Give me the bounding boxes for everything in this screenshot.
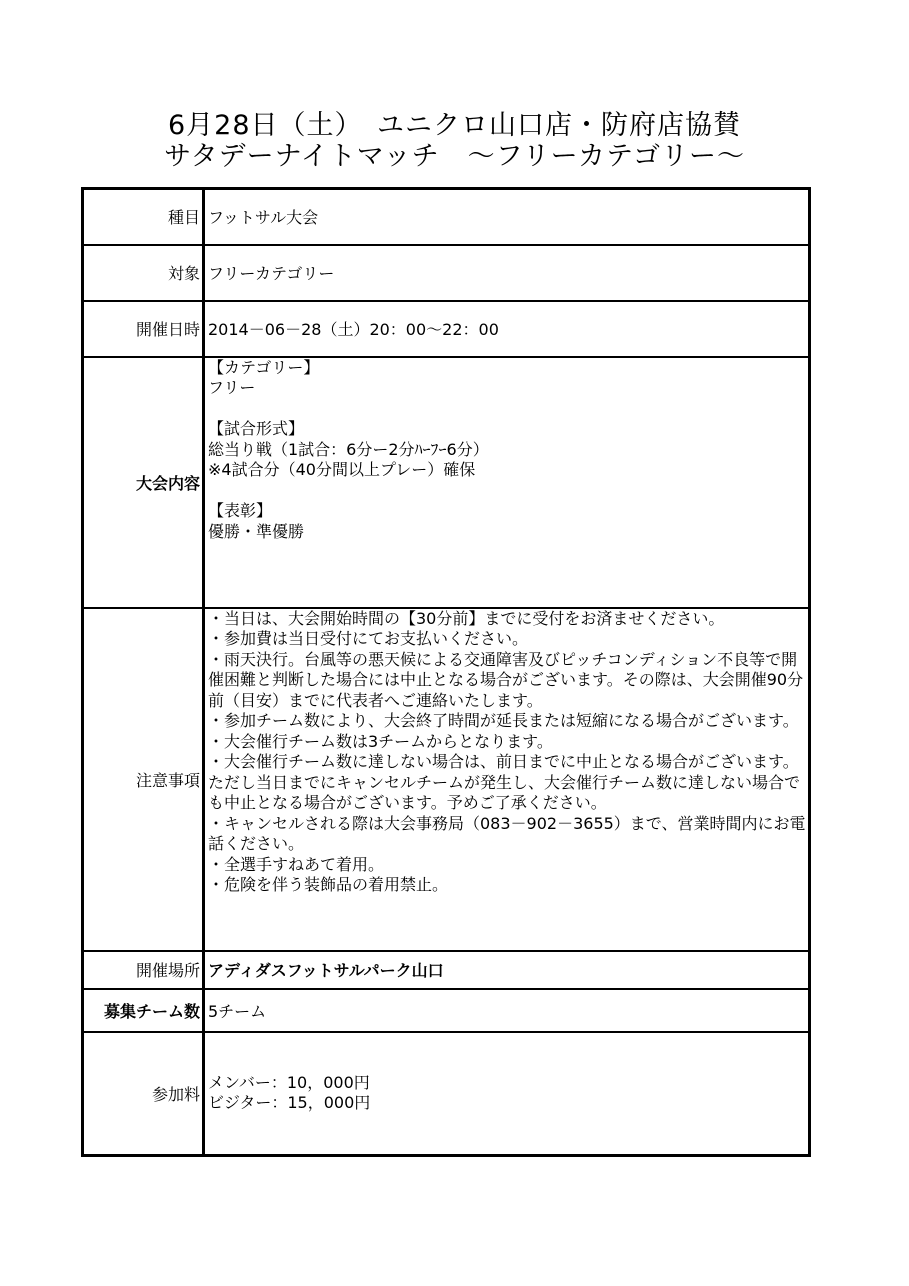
note-item: ・大会催行チーム数に達しない場合は、前日までに中止となる場合がございます。ただし当日までにキャンセルチームが発生し、大会催行チーム数に達しない場合でも中止となる場合がございます。予めご了承ください。 bbox=[208, 752, 801, 812]
event-type-label: 種目 bbox=[83, 189, 204, 245]
document-title: 6月28日（土） ユニクロ山口店・防府店協賛 bbox=[167, 110, 742, 141]
event-type-value: フットサル大会 bbox=[204, 189, 810, 245]
fee-value bbox=[204, 1032, 810, 1156]
fee-member: メンバー：10，000円 bbox=[208, 1072, 370, 1092]
note-item: ・キャンセルされる際は大会事務局（083－902－3655）まで、営業時間内にお電話ください。 bbox=[208, 813, 806, 853]
note-item: ・参加費は当日受付にてお支払いください。 bbox=[208, 629, 529, 648]
venue-value: アディダスフットサルパーク山口 bbox=[204, 951, 810, 989]
format-heading: 【試合形式】 bbox=[208, 419, 305, 438]
format-line-2: ※4試合分（40分間以上プレー）確保 bbox=[208, 460, 476, 479]
row-target bbox=[83, 245, 810, 301]
row-event-type bbox=[83, 189, 810, 245]
document-subtitle: サタデーナイトマッチ ～フリーカテゴリー～ bbox=[164, 141, 745, 172]
row-venue bbox=[83, 951, 810, 989]
notes-label: 注意事項 bbox=[83, 608, 204, 951]
note-item: ・全選手すねあて着用。 bbox=[208, 854, 385, 874]
target-value: フリーカテゴリー bbox=[204, 245, 810, 301]
target-label: 対象 bbox=[83, 245, 204, 301]
row-teams bbox=[83, 989, 810, 1032]
category-value: フリー bbox=[208, 378, 256, 397]
category-heading: 【カテゴリー】 bbox=[208, 357, 320, 377]
datetime-label: 開催日時 bbox=[83, 301, 204, 357]
teams-label: 募集チーム数 bbox=[83, 989, 204, 1032]
note-item: ・大会催行チーム数は3チームからとなります。 bbox=[208, 731, 553, 751]
award-value: 優勝・準優勝 bbox=[208, 521, 305, 541]
row-notes bbox=[83, 608, 810, 951]
content-label: 大会内容 bbox=[83, 357, 204, 608]
note-item: ・当日は、大会開始時間の【30分前】までに受付をお済ませください。 bbox=[208, 608, 725, 628]
row-fee bbox=[83, 1032, 810, 1156]
venue-label: 開催場所 bbox=[83, 951, 204, 989]
notes-value bbox=[204, 608, 810, 951]
note-item: ・雨天決行。台風等の悪天候による交通障害及びピッチコンディション不良等で開催困難と判断した場合には中止となる場合がございます。その際は、大会開催90分前（目安）までに代表者へご連絡いたします。 bbox=[208, 649, 804, 710]
note-item: ・危険を伴う装飾品の着用禁止。 bbox=[208, 875, 449, 894]
format-line-1: 総当り戦（1試合：6分ー2分ﾊｰﾌｰ6分） bbox=[208, 439, 489, 459]
award-heading: 【表彰】 bbox=[208, 501, 273, 520]
fee-visitor: ビジター：15，000円 bbox=[208, 1093, 371, 1113]
datetime-value: 2014－06－28（土）20：00～22：00 bbox=[204, 301, 810, 357]
teams-value: 5チーム bbox=[204, 989, 810, 1032]
note-item: ・参加チーム数により、大会終了時間が延長または短縮になる場合がございます。 bbox=[208, 711, 799, 730]
row-content bbox=[83, 357, 810, 608]
fee-label: 参加料 bbox=[83, 1032, 204, 1156]
event-info-table bbox=[81, 187, 811, 1157]
content-value bbox=[204, 357, 810, 608]
row-datetime bbox=[83, 301, 810, 357]
